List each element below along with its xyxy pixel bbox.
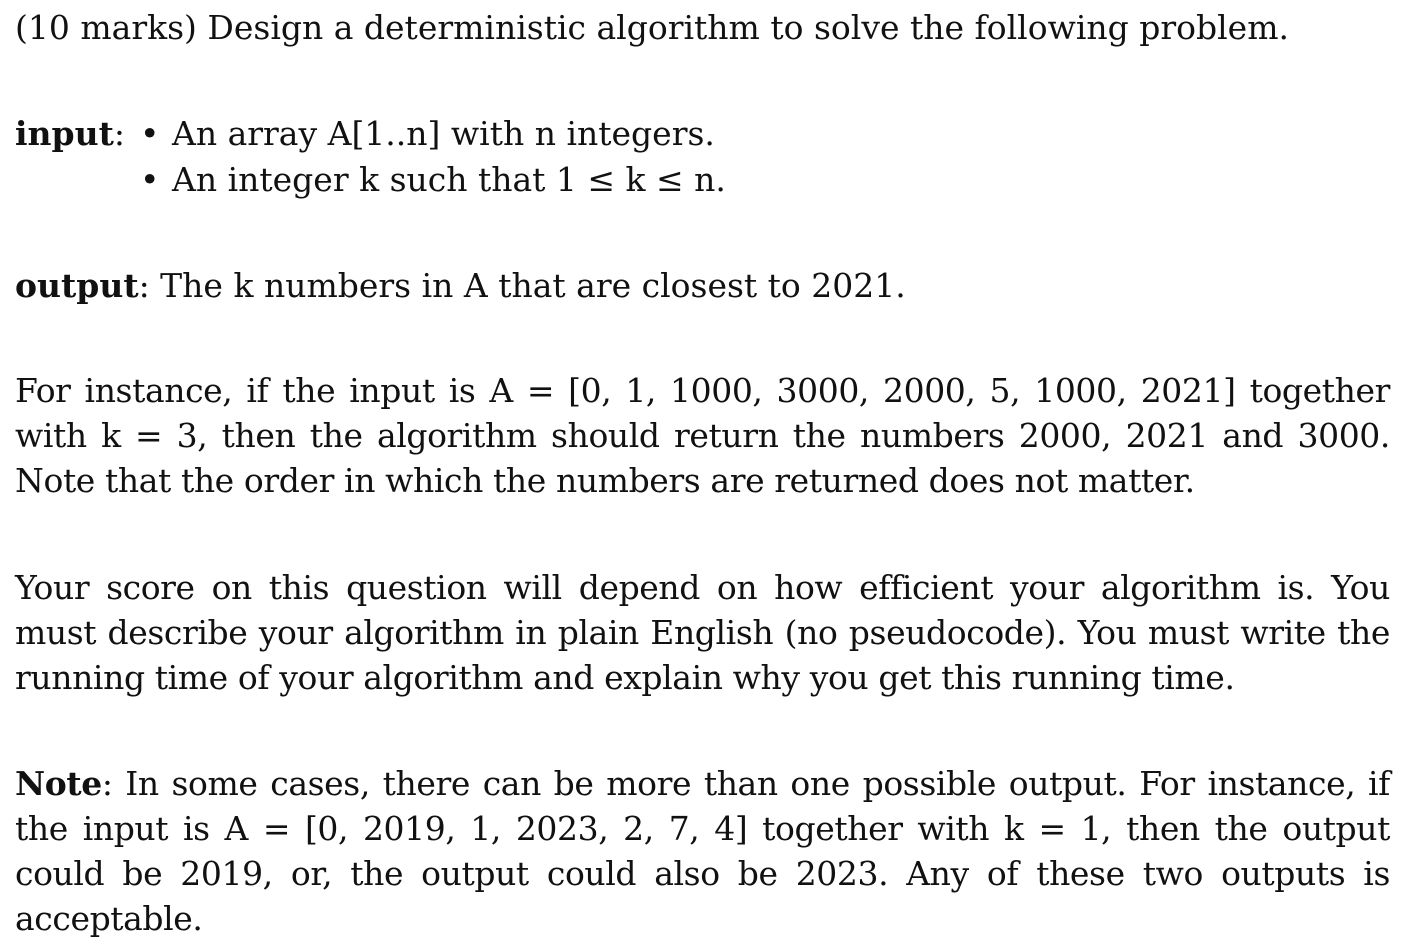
output-colon: : — [138, 266, 161, 305]
input-label-row — [15, 111, 125, 156]
question-header — [15, 5, 1289, 50]
note-text: In some cases, there can be more than one possible output. For instance, if the input is A = [0, 2019, 1, 2023, 2, 7, 4] together with k = 1, then the output could be 2019, or, the output could also be 2023. Any of these two outputs is acceptable. — [15, 764, 1390, 938]
output-text: The k numbers in A that are closest to 2021. — [160, 266, 906, 305]
instructions-text: Your score on this question will depend on how efficient your algorithm is. You must describe your algorithm in plain English (no pseudocode). You must write the running time of your algorithm and explain why you get this running time. — [15, 568, 1390, 697]
example-text: For instance, if the input is A = [0, 1, 1000, 3000, 2000, 5, 1000, 2021] together with k = 3, then the algorithm should return the numbers 2000, 2021 and 3000. Note that the order in which the numbers are returned does not matter. — [15, 371, 1390, 500]
example-paragraph — [15, 368, 1390, 503]
input-bullet-1-text: An array A[1..n] with n integers. — [172, 114, 715, 153]
output-row — [15, 263, 906, 308]
input-bullet-2-text: An integer k such that 1 ≤ k ≤ n. — [172, 160, 726, 199]
bullet-icon: • — [140, 114, 160, 153]
input-bullet-1 — [140, 111, 715, 156]
instructions-paragraph — [15, 565, 1390, 700]
input-colon: : — [113, 114, 125, 153]
question-header-text: (10 marks) Design a deterministic algorithm to solve the following problem. — [15, 8, 1289, 47]
output-label: output — [15, 266, 139, 305]
bullet-icon: • — [140, 160, 160, 199]
note-paragraph — [15, 761, 1390, 941]
input-bullet-2 — [140, 157, 726, 202]
note-label: Note — [15, 764, 102, 803]
note-colon: : — [101, 764, 126, 803]
input-label: input — [15, 114, 114, 153]
